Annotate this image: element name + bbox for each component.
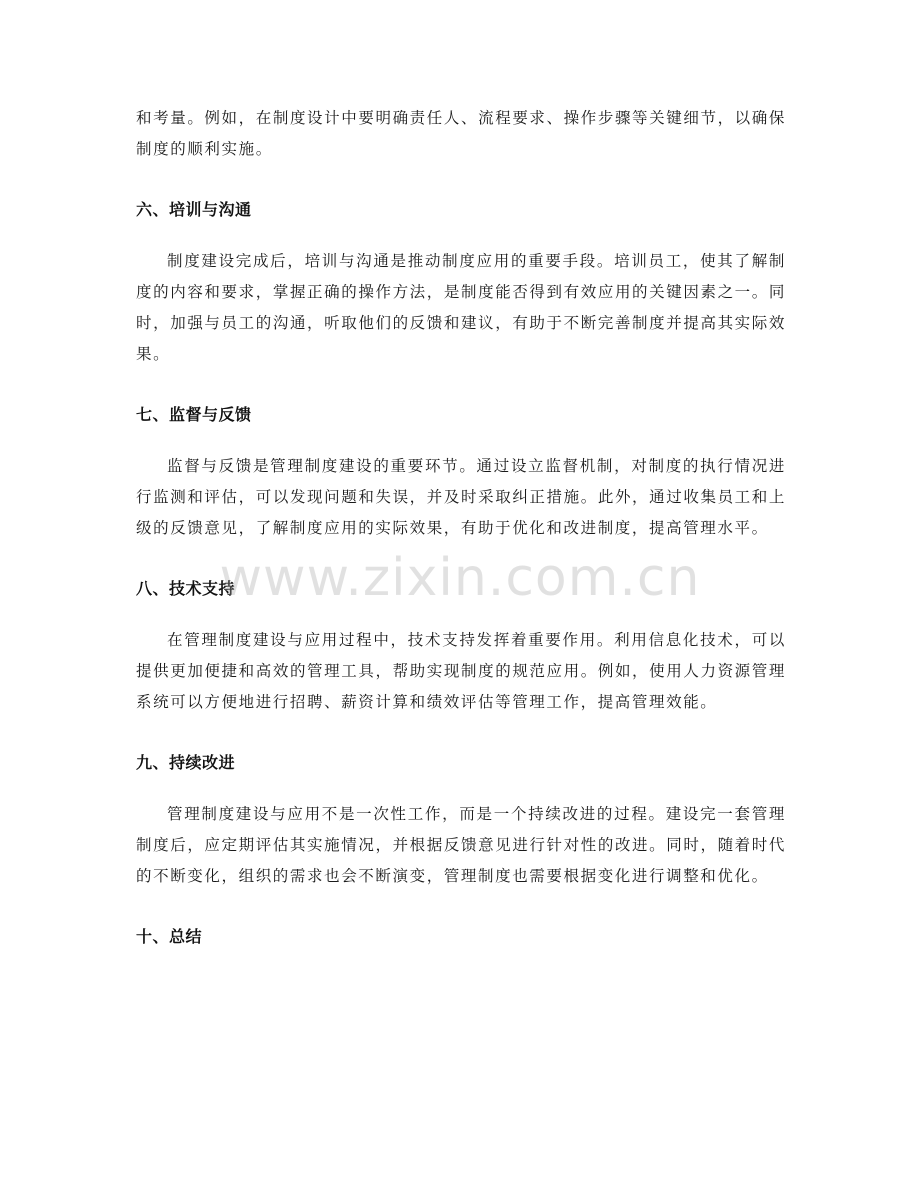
section-heading-improvement: 九、持续改进 [136,753,236,772]
section-body-training: 制度建设完成后，培训与沟通是推动制度应用的重要手段。培训员工，使其了解制度的内容和要求，掌握正确的操作方法，是制度能否得到有效应用的关键因素之一。同时，加强与员工的沟通，听取他们的反馈和建议，有助于不断完善制度并提高其实际效果。 [136,252,786,363]
section-heading-summary: 十、总结 [136,927,203,946]
section-heading-tech-support: 八、技术支持 [136,579,236,598]
document-page [136,103,786,948]
section-body-tech-support: 在管理制度建设与应用过程中，技术支持发挥着重要作用。利用信息化技术，可以提供更加便捷和高效的管理工具，帮助实现制度的规范应用。例如，使用人力资源管理系统可以方便地进行招聘、薪资计算和绩效评估等管理工作，提高管理效能。 [136,631,786,711]
intro-paragraph: 和考量。例如，在制度设计中要明确责任人、流程要求、操作步骤等关键细节，以确保制度的顺利实施。 [136,109,786,158]
section-heading-training: 六、培训与沟通 [136,200,252,219]
watermark: www.zixin.com.cn [219,548,701,608]
section-body-supervision: 监督与反馈是管理制度建设的重要环节。通过设立监督机制，对制度的执行情况进行监测和评估，可以发现问题和失误，并及时采取纠正措施。此外，通过收集员工和上级的反馈意见，了解制度应用的实际效果，有助于优化和改进制度，提高管理水平。 [136,457,786,537]
section-body-improvement: 管理制度建设与应用不是一次性工作，而是一个持续改进的过程。建设完一套管理制度后，应定期评估其实施情况，并根据反馈意见进行针对性的改进。同时，随着时代的不断变化，组织的需求也会不断演变，管理制度也需要根据变化进行调整和优化。 [136,805,786,885]
section-heading-supervision: 七、监督与反馈 [136,405,252,424]
